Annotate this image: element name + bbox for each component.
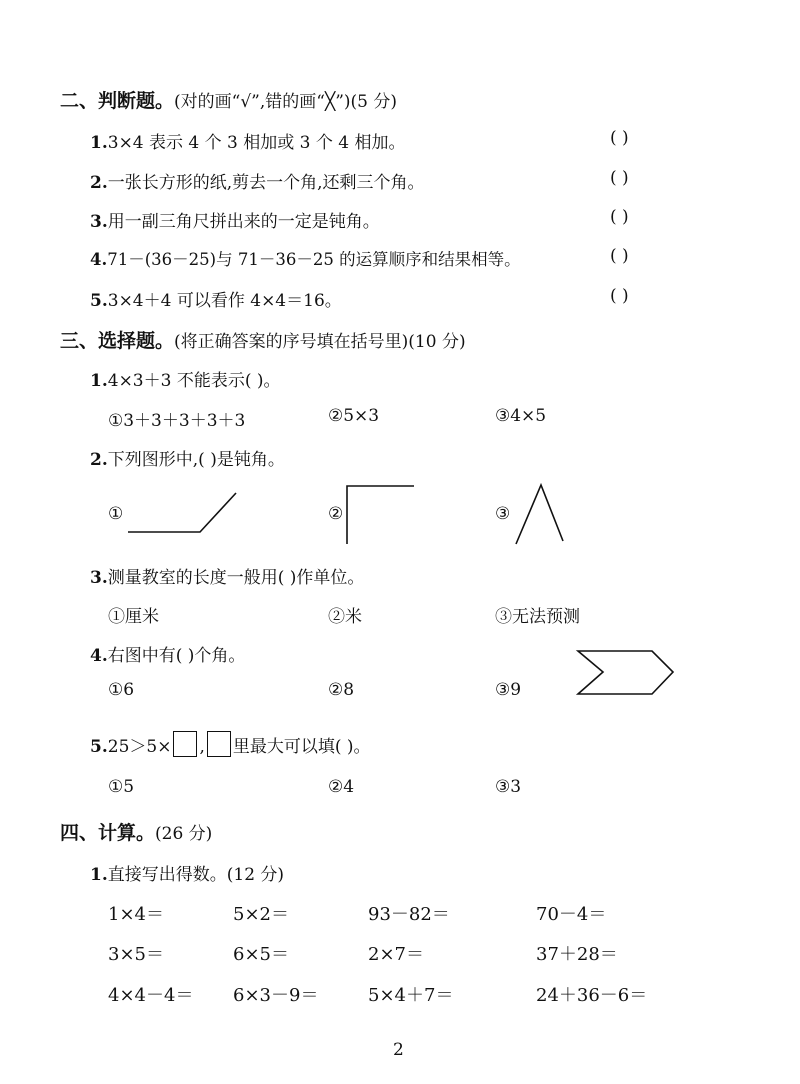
section3-note: (将正确答案的序号填在括号里)(10 分)	[174, 332, 466, 352]
section4-note: (26 分)	[155, 824, 213, 844]
calc-cell: 5×2＝	[233, 904, 289, 925]
q1-option-1[interactable]: ①3＋3＋3＋3＋3	[108, 411, 246, 431]
calc-cell: 1×4＝	[108, 904, 164, 925]
q1-option-3[interactable]: ③4×5	[495, 406, 547, 426]
q2-option-1[interactable]: ①	[108, 504, 124, 524]
blank-box[interactable]	[173, 731, 197, 757]
calc-cell: 2×7＝	[368, 944, 424, 965]
q4-option-1[interactable]: ①6	[108, 680, 135, 700]
item-number: 4.	[90, 646, 108, 666]
calc-cell: 24＋36－6＝	[536, 985, 648, 1006]
item-text: 3×4＋4 可以看作 4×4＝16。	[107, 291, 342, 311]
item-text: 71－(36－25)与 71－36－25 的运算顺序和结果相等。	[107, 250, 521, 269]
item-text-c: 里最大可以填( )。	[232, 737, 371, 757]
q5-option-1[interactable]: ①5	[108, 777, 135, 797]
item-text: 右图中有( )个角。	[107, 646, 246, 666]
item-text: 3×4 表示 4 个 3 相加或 3 个 4 相加。	[107, 133, 406, 153]
calc-cell: 3×5＝	[108, 944, 164, 965]
choice-q5	[90, 731, 371, 757]
choice-q3	[90, 563, 364, 588]
item-text-a: 25＞5×	[107, 737, 172, 757]
calc-cell: 37＋28＝	[536, 944, 618, 965]
section4-title: 四、计算。	[60, 822, 156, 844]
section2-title: 二、判断题。	[60, 90, 175, 112]
section4-heading	[60, 818, 212, 845]
section3-title: 三、选择题。	[60, 330, 175, 352]
answer-paren-2[interactable]: ( )	[610, 168, 629, 188]
answer-paren-5[interactable]: ( )	[610, 286, 629, 306]
choice-q4	[90, 641, 245, 666]
item-text: 用一副三角尺拼出来的一定是钝角。	[107, 212, 380, 232]
item-text: 一张长方形的纸,剪去一个角,还剩三个角。	[107, 173, 425, 193]
q3-option-1[interactable]: ①厘米	[108, 607, 159, 627]
item-text: 4×3＋3 不能表示( )。	[107, 371, 281, 391]
item-text: 测量教室的长度一般用( )作单位。	[107, 568, 365, 588]
q4-option-2[interactable]: ②8	[328, 680, 355, 700]
q4-option-3[interactable]: ③9	[495, 680, 522, 700]
item-number: 3.	[90, 212, 108, 232]
item-number: 5.	[90, 737, 108, 757]
q5-option-2[interactable]: ②4	[328, 777, 355, 797]
answer-paren-3[interactable]: ( )	[610, 207, 629, 227]
blank-box[interactable]	[207, 731, 231, 757]
item-text: 直接写出得数。(12 分)	[107, 865, 285, 885]
acute-angle-figure	[516, 485, 563, 544]
calc-cell: 6×3－9＝	[233, 985, 319, 1006]
item-number: 4.	[90, 250, 108, 269]
q3-option-3[interactable]: ③无法预测	[495, 607, 580, 627]
q5-option-3[interactable]: ③3	[495, 777, 522, 797]
section2-note: (对的画“√”,错的画“╳”)(5 分)	[174, 92, 397, 112]
item-number: 2.	[90, 173, 108, 193]
right-angle-figure	[347, 486, 414, 544]
calc-cell: 5×4＋7＝	[368, 985, 454, 1006]
calc-cell: 4×4－4＝	[108, 985, 194, 1006]
page-number: 2	[393, 1040, 404, 1060]
item-number: 2.	[90, 450, 108, 470]
item-number: 1.	[90, 133, 108, 153]
q2-option-2[interactable]: ②	[328, 504, 344, 524]
calc-sub1	[90, 860, 284, 885]
arrow-shape-figure	[578, 651, 673, 694]
q3-option-2[interactable]: ②米	[328, 607, 362, 627]
answer-paren-4[interactable]: ( )	[610, 246, 629, 266]
calc-cell: 93－82＝	[368, 904, 450, 925]
item-number: 1.	[90, 371, 108, 391]
item-text: 下列图形中,( )是钝角。	[107, 450, 285, 470]
item-text-b: ,	[199, 737, 205, 757]
item-number: 1.	[90, 865, 108, 885]
q2-option-3[interactable]: ③	[495, 504, 511, 524]
answer-paren-1[interactable]: ( )	[610, 128, 629, 148]
obtuse-angle-figure	[128, 493, 236, 532]
q1-option-2[interactable]: ②5×3	[328, 406, 380, 426]
item-number: 3.	[90, 568, 108, 588]
calc-cell: 6×5＝	[233, 944, 289, 965]
calc-cell: 70－4＝	[536, 904, 607, 925]
item-number: 5.	[90, 291, 108, 311]
